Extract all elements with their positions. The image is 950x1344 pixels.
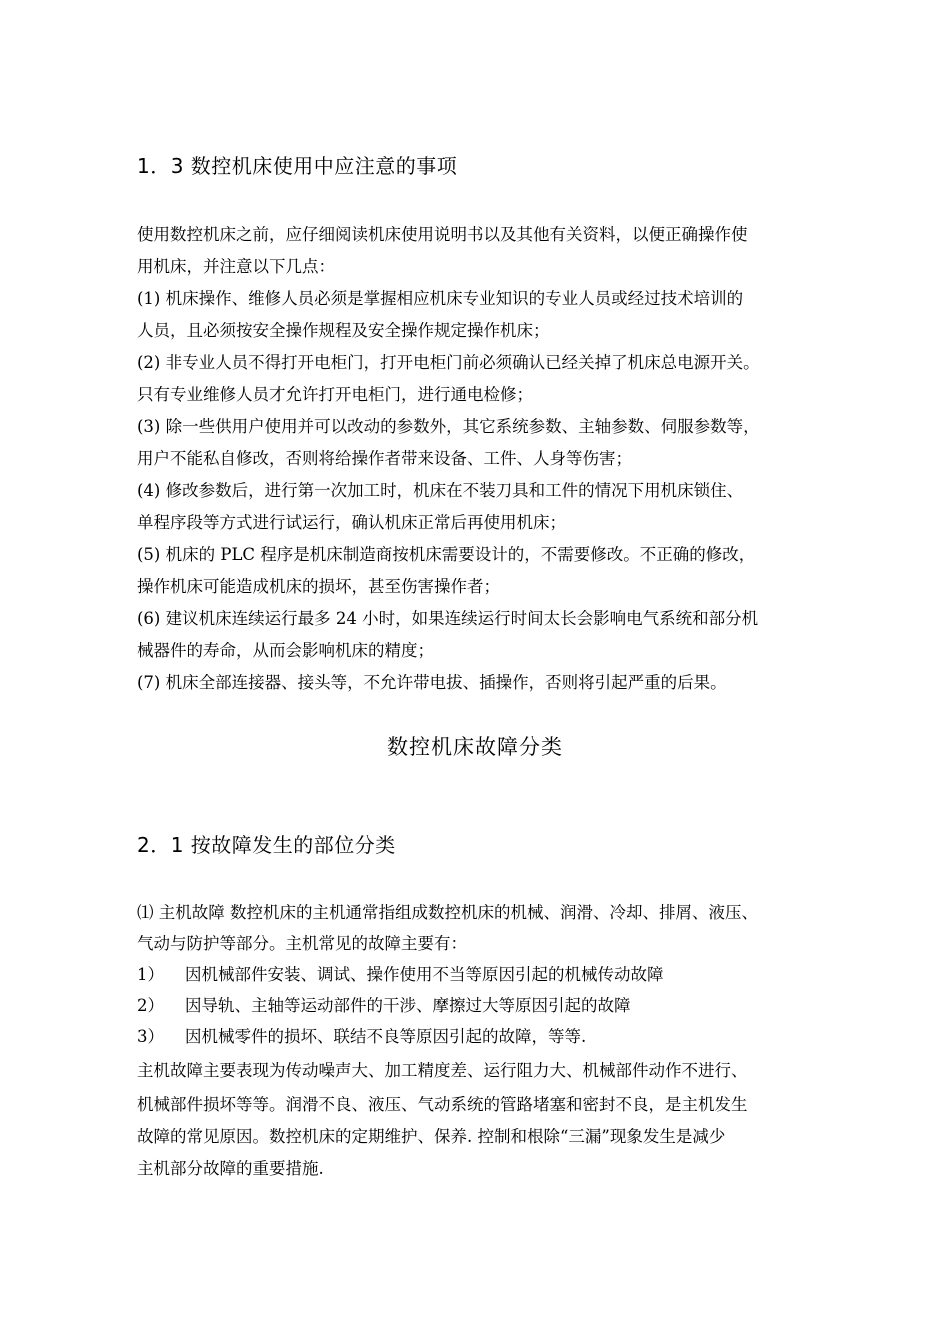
- paragraph-line: (5) 机床的 PLC 程序是机床制造商按机床需要设计的，不需要修改。不正确的修改，: [137, 545, 756, 564]
- paragraph-line: 故障的常见原因。数控机床的定期维护、保养. 控制和根除“三漏”现象发生是减少: [137, 1127, 726, 1146]
- paragraph-line: (6) 建议机床连续运行最多 24 小时，如果连续运行时间太长会影响电气系统和部分机: [137, 609, 759, 628]
- paragraph-line: 使用数控机床之前，应仔细阅读机床使用说明书以及其他有关资料，以便正确操作使: [137, 225, 748, 244]
- paragraph-line: 只有专业维修人员才允许打开电柜门，进行通电检修；: [137, 385, 533, 404]
- paragraph-line: 机械部件损坏等等。润滑不良、液压、气动系统的管路堵塞和密封不良，是主机发生: [137, 1095, 748, 1114]
- paragraph-line: 气动与防护等部分。主机常见的故障主要有：: [137, 934, 467, 953]
- list-item: [137, 998, 631, 1015]
- paragraph-line: (3) 除一些供用户使用并可以改动的参数外，其它系统参数、主轴参数、伺服参数等，: [137, 417, 760, 436]
- section-heading-1-3: 1．3 数控机床使用中应注意的事项: [137, 154, 458, 178]
- list-item-text: 因机械零件的损坏、联结不良等原因引起的故障，等等.: [185, 1027, 587, 1046]
- paragraph-line: 用机床，并注意以下几点：: [137, 257, 335, 276]
- paragraph-line: (7) 机床全部连接器、接头等，不允许带电拔、插操作，否则将引起严重的后果。: [137, 673, 727, 692]
- list-item-text: 因导轨、主轴等运动部件的干涉、摩擦过大等原因引起的故障: [185, 996, 631, 1015]
- paragraph-line: 主机故障主要表现为传动噪声大、加工精度差、运行阻力大、机械部件动作不进行、: [137, 1061, 748, 1080]
- section-heading-2-1: 2．1 按故障发生的部位分类: [137, 833, 396, 857]
- list-item: [137, 967, 664, 984]
- list-item-number: 2）: [137, 996, 164, 1015]
- paragraph-line: 主机部分故障的重要措施.: [137, 1159, 324, 1178]
- paragraph-line: 操作机床可能造成机床的损坏，甚至伤害操作者；: [137, 577, 500, 596]
- list-item-number: 3）: [137, 1027, 164, 1046]
- paragraph-line: 人员，且必须按安全操作规程及安全操作规定操作机床；: [137, 321, 550, 340]
- list-item-number: 1）: [137, 965, 164, 984]
- chapter-title: 数控机床故障分类: [387, 735, 563, 759]
- paragraph-line: 单程序段等方式进行试运行，确认机床正常后再使用机床；: [137, 513, 566, 532]
- paragraph-line: 用户不能私自修改，否则将给操作者带来设备、工件、人身等伤害；: [137, 449, 632, 468]
- paragraph-line: (4) 修改参数后，进行第一次加工时，机床在不装刀具和工件的情况下用机床锁住、: [137, 481, 744, 500]
- paragraph-line: ⑴ 主机故障 数控机床的主机通常指组成数控机床的机械、润滑、冷却、排屑、液压、: [137, 903, 758, 922]
- paragraph-line: (2) 非专业人员不得打开电柜门，打开电柜门前必须确认已经关掉了机床总电源开关。: [137, 353, 760, 372]
- paragraph-line: 械器件的寿命，从而会影响机床的精度；: [137, 641, 434, 660]
- list-item-text: 因机械部件安装、调试、操作使用不当等原因引起的机械传动故障: [185, 965, 664, 984]
- list-item: [137, 1029, 586, 1046]
- paragraph-line: (1) 机床操作、维修人员必须是掌握相应机床专业知识的专业人员或经过技术培训的: [137, 289, 744, 308]
